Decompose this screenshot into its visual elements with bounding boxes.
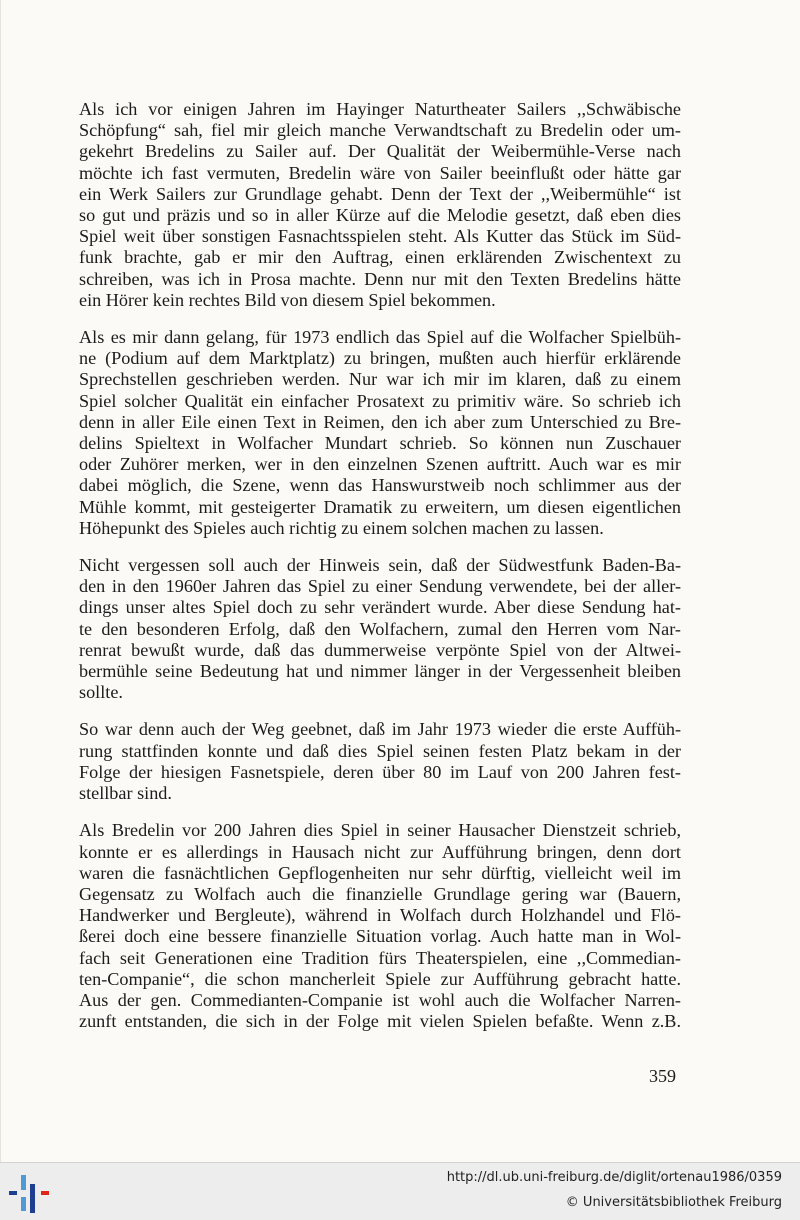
text-line: te den besonderen Erfolg, daß den Wolfachern, zumal den Herren vom Nar- <box>79 618 681 639</box>
text-line: rung stattfinden konnte und daß dies Spiel seinen festen Platz bekam in der <box>79 740 681 761</box>
text-line: konnte er es allerdings in Hausach nicht zur Aufführung bringen, denn dort <box>79 841 681 862</box>
text-line: renrat bewußt wurde, daß das dummerweise verpönte Spiel von der Altwei- <box>79 639 681 660</box>
logo-bar-center <box>30 1184 35 1213</box>
text-line: Als es mir dann gelang, für 1973 endlich das Spiel auf die Wolfacher Spielbüh- <box>79 327 681 348</box>
text-line: so gut und präzis und so in aller Kürze auf die Melodie gesetzt, daß eben dies <box>79 205 681 226</box>
text-line: dings unser altes Spiel doch zu sehr verändert wurde. Aber diese Sendung hat- <box>79 597 681 618</box>
text-line: ten-Companie“, die schon mancherleit Spiele zur Aufführung gebracht hatte. <box>79 968 681 989</box>
text-line: den in den 1960er Jahren das Spiel zu einer Sendung verwendete, bei der aller- <box>79 576 681 597</box>
paragraph <box>79 555 681 703</box>
logo-bar-right <box>41 1191 49 1195</box>
text-line: Mühle kommt, mit gesteigerter Dramatik zu erweitern, um diesen eigentlichen <box>79 496 681 517</box>
text-line: Nicht vergessen soll auch der Hinweis sein, daß der Südwestfunk Baden-Ba- <box>79 555 681 576</box>
text-line: denn in aller Eile einen Text in Reimen, den ich aber zum Unterschied zu Bre- <box>79 411 681 432</box>
text-line: Schöpfung“ sah, fiel mir gleich manche Verwandtschaft zu Bredelin oder um- <box>79 120 681 141</box>
text-line: Höhepunkt des Spieles auch richtig zu einem solchen machen zu lassen. <box>79 517 604 538</box>
text-line: Folge der hiesigen Fasnetspiele, deren über 80 im Lauf von 200 Jahren fest- <box>79 761 681 782</box>
text-line: Spiel weit über sonstigen Fasnachtsspielen steht. Als Kutter das Stück im Süd- <box>79 226 681 247</box>
text-line: waren die fasnächtlichen Gepflogenheiten nur sehr dürftig, vielleicht weil im <box>79 862 681 883</box>
text-line: sollte. <box>79 682 123 703</box>
text-line: Spiel solcher Qualität ein einfacher Prosatext zu primitiv wäre. So schrieb ich <box>79 390 681 411</box>
text-line: bermühle seine Bedeutung hat und nimmer länger in der Vergessenheit bleiben <box>79 661 681 682</box>
paragraph <box>79 99 681 311</box>
copyright-text: © Universitätsbibliothek Freiburg <box>565 1195 782 1210</box>
viewer-footer <box>0 1162 800 1220</box>
text-line: Aus der gen. Commedianten-Companie ist wohl auch die Wolfacher Narren- <box>79 989 681 1010</box>
text-line: fach seit Generationen eine Tradition fürs Theaterspielen, eine ,,Commedian- <box>79 947 681 968</box>
text-line: ein Hörer kein rechtes Bild von diesem Spiel bekommen. <box>79 289 496 310</box>
text-line: zunft entstanden, die sich in der Folge mit vielen Spielen befaßte. Wenn z.B. <box>79 1011 681 1032</box>
document-url-link[interactable]: http://dl.ub.uni-freiburg.de/diglit/ortenau1986/0359 <box>446 1170 782 1185</box>
text-line: Als Bredelin vor 200 Jahren dies Spiel in seiner Hausacher Dienstzeit schrieb, <box>79 820 681 841</box>
page-number: 359 <box>649 1066 676 1086</box>
text-line: funk brachte, gab er mir den Auftrag, einen erklärenden Zwischentext zu <box>79 247 681 268</box>
paragraph <box>79 820 681 1032</box>
text-line: möchte ich fast vermuten, Bredelin wäre von Sailer beeinflußt oder hätte gar <box>79 162 681 183</box>
ub-freiburg-logo-icon[interactable] <box>8 1175 52 1213</box>
logo-bar-left <box>9 1191 17 1195</box>
text-line: ein Werk Sailers zur Grundlage gehabt. Denn der Text der ,,Weibermühle“ ist <box>79 183 681 204</box>
text-line: ne (Podium auf dem Marktplatz) zu bringen, mußten auch hierfür erklärende <box>79 348 681 369</box>
logo-bar-upper <box>21 1175 26 1190</box>
text-line: So war denn auch der Weg geebnet, daß im Jahr 1973 wieder die erste Auffüh- <box>79 719 681 740</box>
body-text <box>79 99 681 1032</box>
paragraph <box>79 719 681 804</box>
text-line: gekehrt Bredelins zu Sailer auf. Der Qualität der Weibermühle-Verse nach <box>79 141 681 162</box>
text-line: schreiben, was ich in Prosa machte. Denn nur mit den Texten Bredelins hätte <box>79 268 681 289</box>
text-line: ßerei doch eine bessere finanzielle Situation vorlag. Auch hatte man in Wol- <box>79 926 681 947</box>
text-line: stellbar sind. <box>79 783 172 804</box>
paragraph <box>79 327 681 539</box>
text-line: Gegensatz zu Wolfach auch die finanzielle Grundlage gering war (Bauern, <box>79 883 681 904</box>
logo-bar-lower <box>21 1197 26 1211</box>
text-line: Sprechstellen geschrieben werden. Nur war ich mir im klaren, daß zu einem <box>79 369 681 390</box>
text-line: Handwerker und Bergleute), während in Wolfach durch Holzhandel und Flö- <box>79 905 681 926</box>
text-line: delins Spieltext in Wolfacher Mundart schrieb. So können nun Zuschauer <box>79 433 681 454</box>
text-line: oder Zuhörer merken, wer in den einzelnen Szenen auftritt. Auch war es mir <box>79 454 681 475</box>
text-line: Als ich vor einigen Jahren im Hayinger Naturtheater Sailers ,,Schwäbische <box>79 99 681 119</box>
text-line: dabei möglich, die Szene, wenn das Hanswurstweib noch schlimmer aus der <box>79 475 681 496</box>
